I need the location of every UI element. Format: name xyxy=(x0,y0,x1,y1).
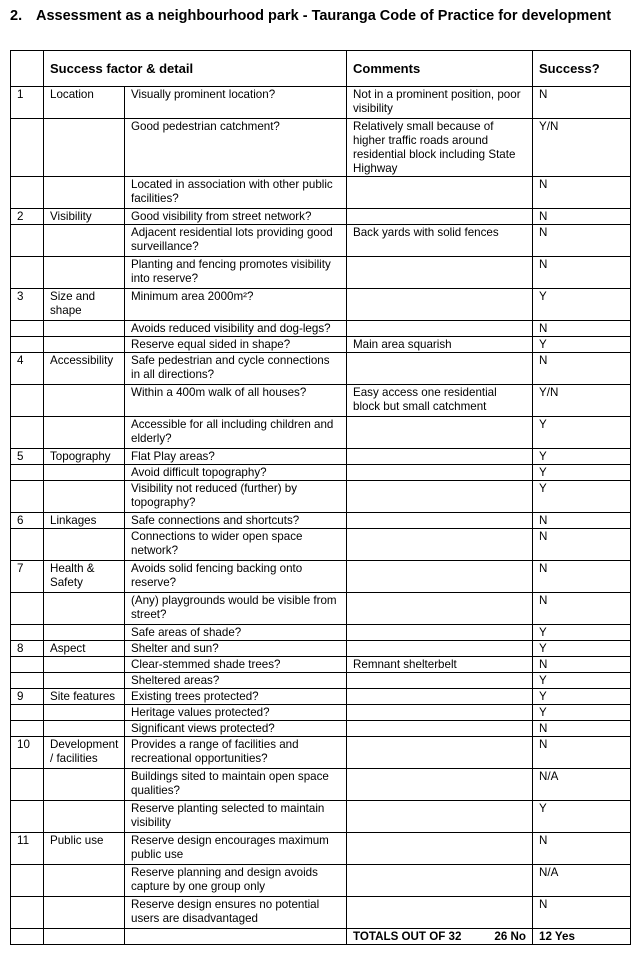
row-factor xyxy=(44,801,125,833)
table-row xyxy=(11,119,631,177)
row-detail: Clear-stemmed shade trees? xyxy=(125,657,347,673)
row-factor xyxy=(44,385,125,417)
row-success: Y/N xyxy=(533,119,631,177)
row-success: Y xyxy=(533,481,631,513)
row-comment: Remnant shelterbelt xyxy=(347,657,533,673)
row-detail: Reserve equal sided in shape? xyxy=(125,337,347,353)
row-factor: Location xyxy=(44,87,125,119)
table-row xyxy=(11,87,631,119)
section-heading xyxy=(10,8,611,24)
section-title: Assessment as a neighbourhood park - Tauranga Code of Practice for development xyxy=(36,8,612,24)
row-detail: Safe areas of shade? xyxy=(125,625,347,641)
row-detail: Buildings sited to maintain open space qualities? xyxy=(125,769,347,801)
row-detail: Reserve design ensures no potential users are disadvantaged xyxy=(125,897,347,929)
row-factor: Topography xyxy=(44,449,125,465)
row-comment xyxy=(347,705,533,721)
row-detail: Minimum area 2000m²? xyxy=(125,289,347,321)
row-number xyxy=(11,769,44,801)
table-row xyxy=(11,769,631,801)
row-success: N xyxy=(533,737,631,769)
row-detail: Flat Play areas? xyxy=(125,449,347,465)
row-factor xyxy=(44,465,125,481)
table-row xyxy=(11,449,631,465)
row-success: N xyxy=(533,353,631,385)
row-comment xyxy=(347,625,533,641)
row-factor: Size and shape xyxy=(44,289,125,321)
row-detail: Provides a range of facilities and recreational opportunities? xyxy=(125,737,347,769)
row-factor: Accessibility xyxy=(44,353,125,385)
row-factor: Public use xyxy=(44,833,125,865)
row-detail: Reserve planting selected to maintain visibility xyxy=(125,801,347,833)
row-success: N xyxy=(533,177,631,209)
row-comment xyxy=(347,769,533,801)
row-comment xyxy=(347,289,533,321)
totals-empty-1 xyxy=(11,929,44,945)
table-row xyxy=(11,481,631,513)
row-success: N xyxy=(533,225,631,257)
table-row xyxy=(11,177,631,209)
row-factor: Site features xyxy=(44,689,125,705)
table-row xyxy=(11,209,631,225)
row-number: 8 xyxy=(11,641,44,657)
row-number xyxy=(11,225,44,257)
row-factor xyxy=(44,529,125,561)
row-success: Y xyxy=(533,801,631,833)
row-detail: Existing trees protected? xyxy=(125,689,347,705)
row-number xyxy=(11,465,44,481)
row-factor xyxy=(44,897,125,929)
row-number xyxy=(11,593,44,625)
table-row xyxy=(11,865,631,897)
row-comment xyxy=(347,321,533,337)
totals-empty-2 xyxy=(44,929,125,945)
row-detail: Accessible for all including children and elderly? xyxy=(125,417,347,449)
row-detail: Reserve planning and design avoids capture by one group only xyxy=(125,865,347,897)
totals-yes: 12 Yes xyxy=(533,929,631,945)
row-comment xyxy=(347,449,533,465)
row-comment xyxy=(347,641,533,657)
row-success: Y xyxy=(533,289,631,321)
row-comment: Main area squarish xyxy=(347,337,533,353)
table-row xyxy=(11,897,631,929)
table-row xyxy=(11,321,631,337)
row-success: Y xyxy=(533,449,631,465)
row-detail: Shelter and sun? xyxy=(125,641,347,657)
row-detail: Within a 400m walk of all houses? xyxy=(125,385,347,417)
row-comment xyxy=(347,417,533,449)
row-number xyxy=(11,321,44,337)
row-comment xyxy=(347,481,533,513)
row-detail: Visibility not reduced (further) by topography? xyxy=(125,481,347,513)
row-comment xyxy=(347,721,533,737)
row-number xyxy=(11,385,44,417)
row-number xyxy=(11,481,44,513)
row-success: N xyxy=(533,593,631,625)
row-factor xyxy=(44,625,125,641)
row-detail: Planting and fencing promotes visibility into reserve? xyxy=(125,257,347,289)
row-factor xyxy=(44,593,125,625)
row-number xyxy=(11,801,44,833)
row-number xyxy=(11,673,44,689)
row-success: N xyxy=(533,833,631,865)
row-detail: Sheltered areas? xyxy=(125,673,347,689)
row-comment xyxy=(347,353,533,385)
row-factor xyxy=(44,417,125,449)
row-factor xyxy=(44,481,125,513)
totals-no: 26 No xyxy=(494,930,526,943)
row-number: 1 xyxy=(11,87,44,119)
row-detail: Avoids reduced visibility and dog-legs? xyxy=(125,321,347,337)
row-factor xyxy=(44,321,125,337)
table-row xyxy=(11,689,631,705)
totals-empty-3 xyxy=(125,929,347,945)
row-factor xyxy=(44,721,125,737)
row-factor: Health & Safety xyxy=(44,561,125,593)
row-success: Y xyxy=(533,689,631,705)
table-row xyxy=(11,561,631,593)
row-comment xyxy=(347,737,533,769)
table-row xyxy=(11,737,631,769)
totals-label-cell xyxy=(347,929,533,945)
row-number: 7 xyxy=(11,561,44,593)
row-number: 5 xyxy=(11,449,44,465)
row-comment xyxy=(347,177,533,209)
table-row xyxy=(11,289,631,321)
row-comment: Relatively small because of higher traffic roads around residential block including State Highway xyxy=(347,119,533,177)
table-row xyxy=(11,705,631,721)
table-row xyxy=(11,657,631,673)
row-number xyxy=(11,625,44,641)
table-row xyxy=(11,593,631,625)
row-factor xyxy=(44,673,125,689)
header-factor: Success factor & detail xyxy=(44,51,347,87)
row-number xyxy=(11,529,44,561)
row-success: Y xyxy=(533,417,631,449)
row-success: Y xyxy=(533,337,631,353)
row-success: Y xyxy=(533,673,631,689)
row-comment xyxy=(347,689,533,705)
row-comment xyxy=(347,833,533,865)
row-comment: Back yards with solid fences xyxy=(347,225,533,257)
row-number xyxy=(11,865,44,897)
row-number: 6 xyxy=(11,513,44,529)
totals-row xyxy=(11,929,631,945)
row-number: 10 xyxy=(11,737,44,769)
row-success: N xyxy=(533,529,631,561)
table-row xyxy=(11,337,631,353)
row-factor: Aspect xyxy=(44,641,125,657)
row-number xyxy=(11,177,44,209)
row-number: 2 xyxy=(11,209,44,225)
table-row xyxy=(11,225,631,257)
row-detail: Safe connections and shortcuts? xyxy=(125,513,347,529)
row-detail: Good pedestrian catchment? xyxy=(125,119,347,177)
table-body xyxy=(11,87,631,929)
row-number xyxy=(11,897,44,929)
table-row xyxy=(11,673,631,689)
row-factor xyxy=(44,177,125,209)
row-number xyxy=(11,257,44,289)
section-number: 2. xyxy=(10,8,23,24)
row-number xyxy=(11,721,44,737)
header-number xyxy=(11,51,44,87)
row-factor xyxy=(44,257,125,289)
row-number xyxy=(11,705,44,721)
table-row xyxy=(11,417,631,449)
row-success: N xyxy=(533,87,631,119)
row-detail: Heritage values protected? xyxy=(125,705,347,721)
row-number: 11 xyxy=(11,833,44,865)
row-detail: Visually prominent location? xyxy=(125,87,347,119)
row-success: Y xyxy=(533,641,631,657)
table-row xyxy=(11,353,631,385)
row-number: 4 xyxy=(11,353,44,385)
row-success: Y xyxy=(533,625,631,641)
row-success: N xyxy=(533,657,631,673)
row-detail: Adjacent residential lots providing good surveillance? xyxy=(125,225,347,257)
table-row xyxy=(11,385,631,417)
row-detail: Located in association with other public facilities? xyxy=(125,177,347,209)
row-number xyxy=(11,417,44,449)
row-factor xyxy=(44,657,125,673)
row-detail: Connections to wider open space network? xyxy=(125,529,347,561)
row-comment xyxy=(347,465,533,481)
row-detail: Good visibility from street network? xyxy=(125,209,347,225)
header-success: Success? xyxy=(533,51,631,87)
row-success: Y xyxy=(533,465,631,481)
totals-label: TOTALS OUT OF 32 xyxy=(353,930,462,943)
row-success: N xyxy=(533,257,631,289)
table-row xyxy=(11,801,631,833)
row-factor xyxy=(44,119,125,177)
row-success: N xyxy=(533,209,631,225)
row-number xyxy=(11,657,44,673)
row-comment xyxy=(347,673,533,689)
row-factor: Linkages xyxy=(44,513,125,529)
row-comment xyxy=(347,897,533,929)
row-factor xyxy=(44,705,125,721)
table-row xyxy=(11,641,631,657)
table-row xyxy=(11,833,631,865)
row-number xyxy=(11,119,44,177)
row-comment xyxy=(347,561,533,593)
assessment-table xyxy=(10,50,631,945)
row-comment: Not in a prominent position, poor visibility xyxy=(347,87,533,119)
row-comment xyxy=(347,209,533,225)
row-comment xyxy=(347,529,533,561)
row-comment: Easy access one residential block but small catchment xyxy=(347,385,533,417)
row-detail: Avoid difficult topography? xyxy=(125,465,347,481)
row-success: N/A xyxy=(533,865,631,897)
row-factor xyxy=(44,865,125,897)
row-comment xyxy=(347,865,533,897)
row-factor: Visibility xyxy=(44,209,125,225)
row-detail: Avoids solid fencing backing onto reserve? xyxy=(125,561,347,593)
row-factor xyxy=(44,225,125,257)
table-row xyxy=(11,625,631,641)
row-factor xyxy=(44,337,125,353)
table-row xyxy=(11,465,631,481)
row-success: Y xyxy=(533,705,631,721)
table-header-row xyxy=(11,51,631,87)
row-detail: Reserve design encourages maximum public use xyxy=(125,833,347,865)
table-row xyxy=(11,513,631,529)
row-comment xyxy=(347,257,533,289)
row-success: N xyxy=(533,561,631,593)
row-comment xyxy=(347,593,533,625)
table-row xyxy=(11,529,631,561)
row-factor: Development / facilities xyxy=(44,737,125,769)
row-number: 9 xyxy=(11,689,44,705)
row-detail: (Any) playgrounds would be visible from street? xyxy=(125,593,347,625)
header-comments: Comments xyxy=(347,51,533,87)
row-success: N xyxy=(533,321,631,337)
row-detail: Safe pedestrian and cycle connections in all directions? xyxy=(125,353,347,385)
row-success: N xyxy=(533,897,631,929)
row-number: 3 xyxy=(11,289,44,321)
row-detail: Significant views protected? xyxy=(125,721,347,737)
row-comment xyxy=(347,801,533,833)
row-comment xyxy=(347,513,533,529)
table-row xyxy=(11,721,631,737)
row-factor xyxy=(44,769,125,801)
table-row xyxy=(11,257,631,289)
row-number xyxy=(11,337,44,353)
row-success: Y/N xyxy=(533,385,631,417)
row-success: N xyxy=(533,721,631,737)
row-success: N/A xyxy=(533,769,631,801)
row-success: N xyxy=(533,513,631,529)
